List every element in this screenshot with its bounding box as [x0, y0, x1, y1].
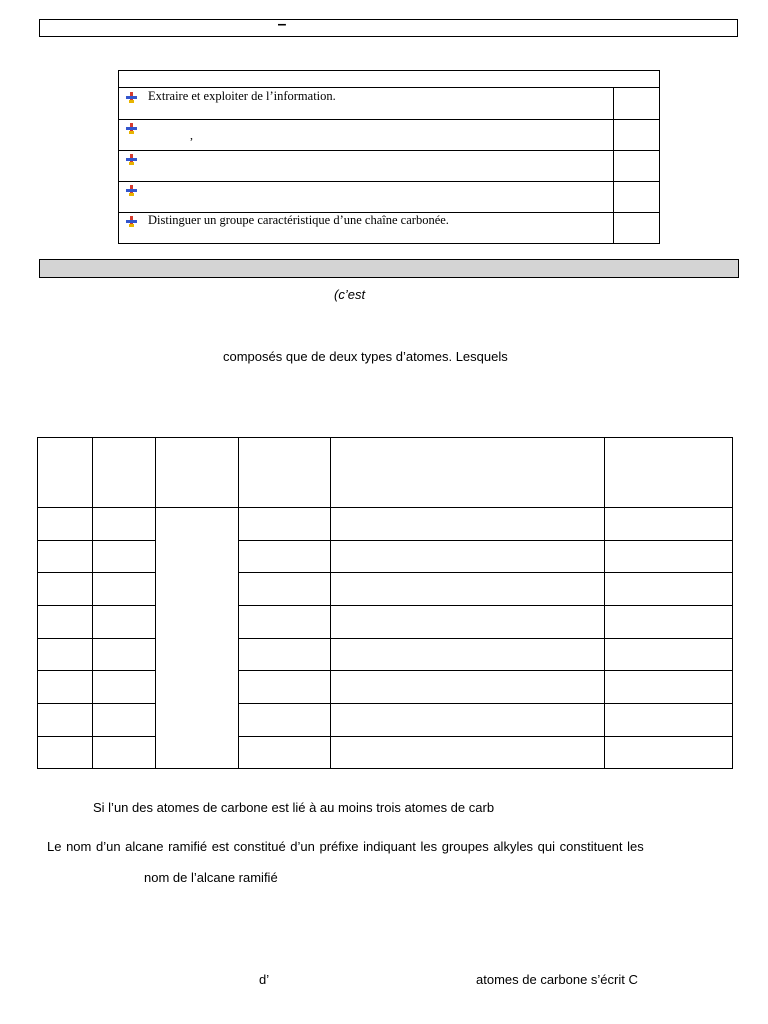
- arrow-bullet-icon: [126, 92, 137, 103]
- skill-label: Extraire et exploiter de l’information.: [148, 89, 336, 103]
- title-box: [39, 16, 738, 37]
- title-dash: –: [277, 16, 287, 33]
- arrow-bullet-icon: [126, 216, 137, 227]
- text-line: Le nom d’un alcane ramifié est constitué d’un préfixe indiquant les groupes alkyles qui constituent les: [47, 839, 644, 854]
- skill-row: [119, 212, 659, 243]
- skills-table: [118, 70, 660, 244]
- skill-label: Distinguer un groupe caractéristique d’une chaîne carbonée.: [148, 213, 449, 227]
- skills-table-header: [119, 71, 659, 88]
- skill-text-cell: [119, 181, 614, 212]
- skill-row: [119, 150, 659, 182]
- text-line: Si l’un des atomes de carbone est lié à au moins trois atomes de carb: [93, 800, 495, 815]
- skill-text-cell: [119, 150, 614, 181]
- text-line: atomes de carbone s’écrit C: [476, 972, 638, 987]
- text-line: composés que de deux types d’atomes. Lesquels: [223, 349, 508, 364]
- arrow-bullet-icon: [126, 123, 137, 134]
- skill-text-cell: [119, 88, 614, 119]
- skill-comma: ,: [190, 128, 193, 142]
- skill-text-cell: [119, 119, 614, 150]
- skill-row: [119, 181, 659, 213]
- data-table: [37, 437, 733, 769]
- text-line: d’: [259, 972, 270, 987]
- skill-row: [119, 119, 659, 151]
- text-line: nom de l’alcane ramifié: [144, 870, 278, 885]
- arrow-bullet-icon: [126, 154, 137, 165]
- section-bar: [39, 259, 739, 278]
- text-line: (c’est: [334, 287, 366, 302]
- arrow-bullet-icon: [126, 185, 137, 196]
- skill-text-cell: [119, 212, 614, 243]
- skill-row: [119, 88, 659, 120]
